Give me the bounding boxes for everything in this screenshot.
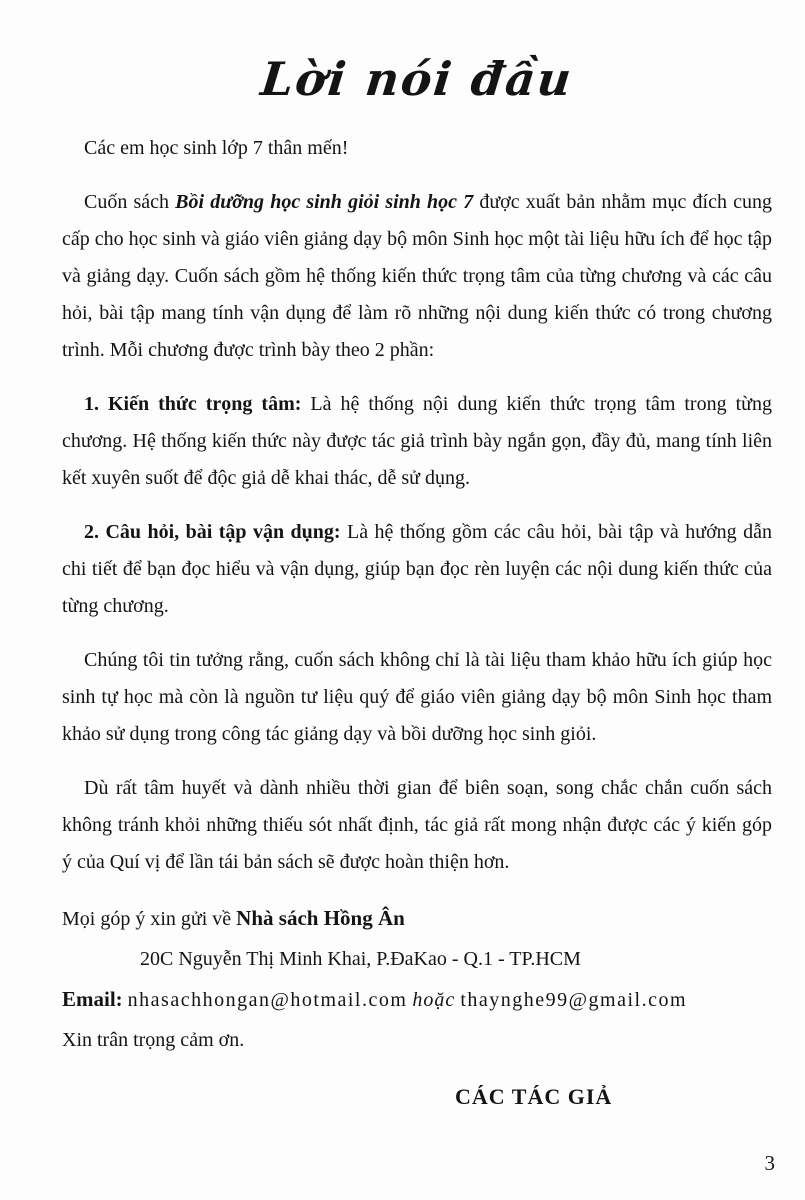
contact-block: [62, 898, 772, 1060]
authors-signature: CÁC TÁC GIẢ: [455, 1084, 613, 1109]
page-title: Lời nói đầu: [258, 52, 576, 106]
section2-heading: 2. Câu hỏi, bài tập vận dụng:: [84, 521, 341, 543]
text-run: Là hệ thống nội dung kiến thức trọng tâm trong từng chương. Hệ thống kiến thức này được tác giả trình bày ngắn gọn, đầy đủ, mang tính liên kết xuyên suốt để độc giả dễ khai thác, dễ sử dụng.: [62, 393, 772, 489]
feedback-line: [62, 898, 772, 939]
text-run: Là hệ thống gồm các câu hỏi, bài tập và hướng dẫn chi tiết để bạn đọc hiểu và vận dụng, giúp bạn đọc rèn luyện các nội dung kiến thức của từng chương.: [62, 521, 773, 617]
thanks-line: Xin trân trọng cảm ơn.: [62, 1029, 245, 1051]
section1-heading: 1. Kiến thức trọng tâm:: [84, 393, 302, 415]
text-run: được xuất bản nhằm mục đích cung cấp cho học sinh và giáo viên giảng dạy bộ môn Sinh học một tài liệu hữu ích để học tập và giảng dạy. Cuốn sách gồm hệ thống kiến thức trọng tâm của từng chương và các câu hỏi, bài tập mang tính vận dụng để làm rõ những nội dung kiến thức có trong chương trình. Mỗi chương được trình bày theo 2 phần:: [62, 191, 772, 361]
email-address-secondary: thaynghe99@gmail.com: [460, 989, 688, 1011]
page-number: 3: [764, 1151, 775, 1175]
paragraph-section1: [62, 386, 772, 497]
paragraph-section2: [62, 514, 772, 625]
text-run: Mọi góp ý xin gửi về: [62, 908, 237, 930]
text-run: hoặc: [412, 989, 456, 1011]
store-name: Nhà sách Hồng Ân: [236, 906, 405, 930]
paragraph-trust: Chúng tôi tin tưởng rằng, cuốn sách không chỉ là tài liệu tham khảo hữu ích giúp học sinh tự học mà còn là nguồn tư liệu quý để giáo viên giảng dạy bộ môn Sinh học tham khảo sử dụng trong công tác giảng dạy và bồi dưỡng học sinh giỏi.: [62, 649, 772, 745]
paragraph-intro: [62, 184, 772, 369]
email-line: [62, 979, 772, 1020]
text-run: Cuốn sách: [84, 191, 176, 213]
address-line: 20C Nguyễn Thị Minh Khai, P.ĐaKao - Q.1 - TP.HCM: [140, 948, 581, 970]
paragraph-apology: Dù rất tâm huyết và dành nhiều thời gian để biên soạn, song chắc chắn cuốn sách không tránh khỏi những thiếu sót nhất định, tác giả rất mong nhận được các ý kiến góp ý của Quí vị để lần tái bản sách sẽ được hoàn thiện hơn.: [62, 777, 772, 873]
email-address-primary: nhasachhongan@hotmail.com: [127, 989, 408, 1011]
email-label: Email:: [62, 987, 123, 1011]
greeting-line: Các em học sinh lớp 7 thân mến!: [84, 137, 349, 159]
book-title-text: Bồi dưỡng học sinh giỏi sinh học 7: [175, 191, 474, 213]
